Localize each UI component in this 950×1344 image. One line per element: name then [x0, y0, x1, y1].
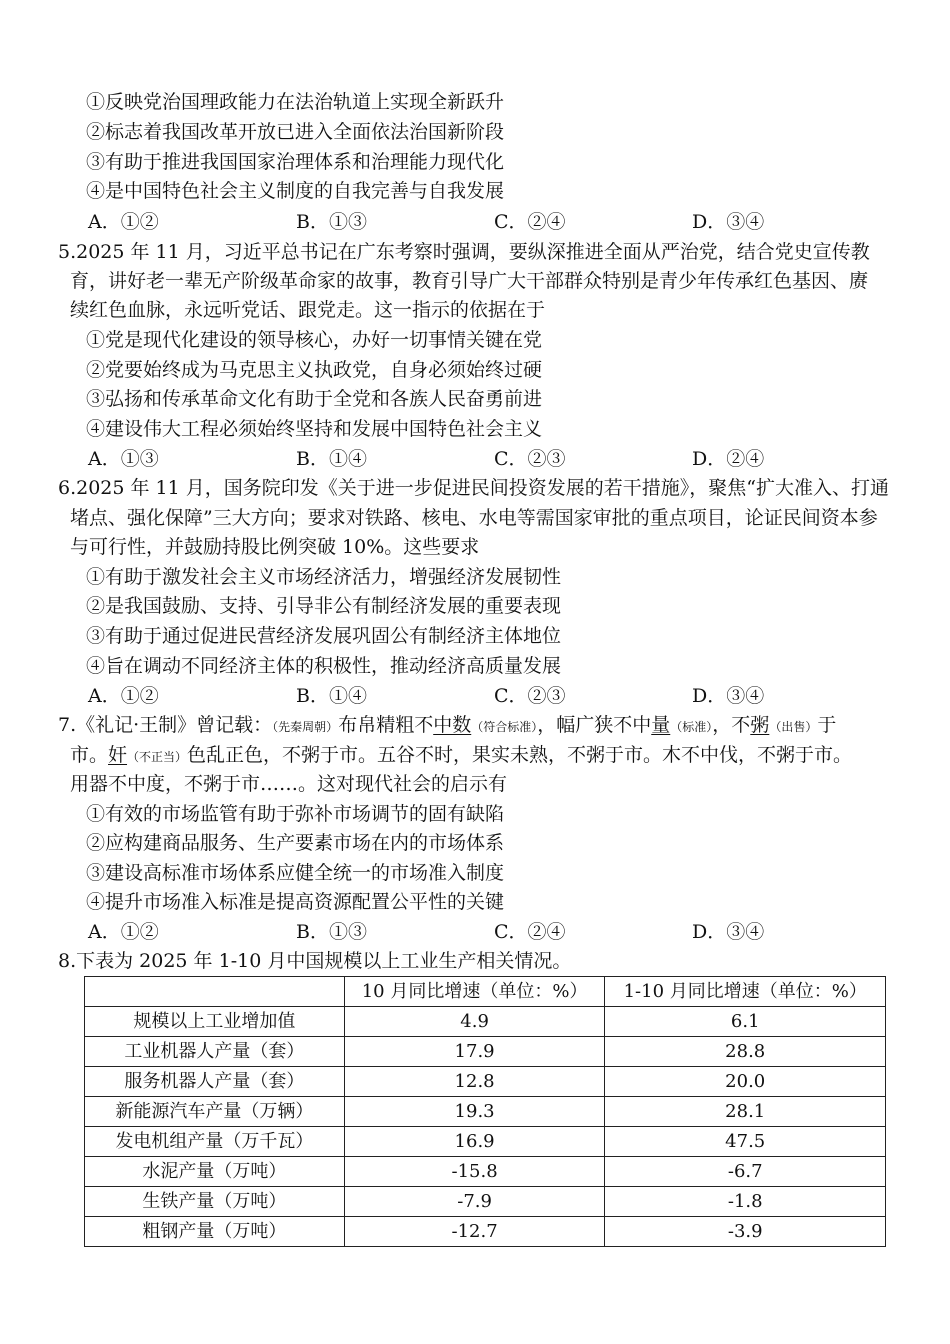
q6-stem-line-1: 6.2025 年 11 月，国务院印发《关于进一步促进民间投资发展的若干措施》，聚焦“扩大准入、打通: [58, 477, 889, 499]
q6-option-d: D．③④: [692, 685, 765, 707]
q4-item-1: ①反映党治国理政能力在法治轨道上实现全新跃升: [86, 91, 505, 113]
q5-item-3: ③弘扬和传承革命文化有助于全党和各族人民奋勇前进: [86, 388, 543, 410]
q7-option-c: C．②④: [494, 921, 566, 943]
table-cell: 16.9: [344, 1127, 605, 1157]
q5-item-1: ①党是现代化建设的领导核心，办好一切事情关键在党: [86, 329, 543, 351]
table-cell: 28.8: [605, 1037, 886, 1067]
q4-option-d: D．③④: [692, 211, 765, 233]
q6-option-a: A．①②: [88, 685, 159, 707]
table-cell: 生铁产量（万吨）: [85, 1187, 345, 1217]
table-cell: 20.0: [605, 1067, 886, 1097]
table-cell: 发电机组产量（万千瓦）: [85, 1127, 345, 1157]
table-row: [85, 1037, 886, 1067]
table-cell: -7.9: [344, 1187, 605, 1217]
table-row: [85, 1007, 886, 1037]
q6-option-c: C．②③: [494, 685, 566, 707]
table-row: [85, 1127, 886, 1157]
q5-stem-line-1: 5.2025 年 11 月，习近平总书记在广东考察时强调，要纵深推进全面从严治党，结合党史宣传教: [58, 241, 870, 263]
q7-option-b: B．①③: [296, 921, 367, 943]
q4-option-c: C．②④: [494, 211, 566, 233]
table-cell: -1.8: [605, 1187, 886, 1217]
q5-item-2: ②党要始终成为马克思主义执政党，自身必须始终过硬: [86, 359, 543, 381]
q5-stem-line-2: 育，讲好老一辈无产阶级革命家的故事，教育引导广大干部群众特别是青少年传承红色基因、赓: [70, 270, 869, 292]
q5-option-c: C．②③: [494, 448, 566, 470]
table-row: [85, 1097, 886, 1127]
q7-item-1: ①有效的市场监管有助于弥补市场调节的固有缺陷: [86, 803, 505, 825]
industry-data-table: [84, 976, 886, 1247]
q6-item-2: ②是我国鼓励、支持、引导非公有制经济发展的重要表现: [86, 595, 562, 617]
table-header-row: [85, 977, 886, 1007]
table-cell: 4.9: [344, 1007, 605, 1037]
q7-item-4: ④提升市场准入标准是提高资源配置公平性的关键: [86, 891, 505, 913]
table-cell: -3.9: [605, 1217, 886, 1247]
q6-stem-line-2: 堵点、强化保障”三大方向；要求对铁路、核电、水电等需国家审批的重点项目，论证民间资本参: [70, 507, 878, 529]
table-cell: 6.1: [605, 1007, 886, 1037]
q5-option-a: A．①③: [88, 448, 159, 470]
table-header-cell: 1-10 月同比增速（单位：%）: [605, 977, 886, 1007]
q6-item-4: ④旨在调动不同经济主体的积极性，推动经济高质量发展: [86, 655, 562, 677]
q7-option-d: D．③④: [692, 921, 765, 943]
table-cell: 服务机器人产量（套）: [85, 1067, 345, 1097]
table-cell: -15.8: [344, 1157, 605, 1187]
q4-item-2: ②标志着我国改革开放已进入全面依法治国新阶段: [86, 121, 505, 143]
q6-option-b: B．①④: [296, 685, 367, 707]
q5-option-d: D．②④: [692, 448, 765, 470]
table-cell: 28.1: [605, 1097, 886, 1127]
q7-stem-line-2: 市。奸（不正当）色乱正色，不粥于市。五谷不时，果实未熟，不粥于市。木不中伐，不粥于市。: [70, 744, 853, 766]
q5-stem-line-3: 续红色血脉，永远听党话、跟党走。这一指示的依据在于: [70, 299, 546, 321]
q6-item-1: ①有助于激发社会主义市场经济活力，增强经济发展韧性: [86, 566, 562, 588]
table-row: [85, 1157, 886, 1187]
table-row: [85, 1187, 886, 1217]
q6-item-3: ③有助于通过促进民营经济发展巩固公有制经济主体地位: [86, 625, 562, 647]
q7-item-2: ②应构建商品服务、生产要素市场在内的市场体系: [86, 832, 505, 854]
table-header-cell: 10 月同比增速（单位：%）: [344, 977, 605, 1007]
table-cell: 17.9: [344, 1037, 605, 1067]
q7-stem-line-1: 7.《礼记·王制》曾记载：（先秦周朝）布帛精粗不中数（符合标准），幅广狭不中量（标准），不粥（出售）于: [58, 714, 837, 736]
table-cell: 47.5: [605, 1127, 886, 1157]
table-header-cell: [85, 977, 345, 1007]
q4-option-a: A．①②: [88, 211, 159, 233]
q7-stem-line-3: 用器不中度，不粥于市……。这对现代社会的启示有: [70, 773, 508, 795]
table-cell: 新能源汽车产量（万辆）: [85, 1097, 345, 1127]
table-cell: 水泥产量（万吨）: [85, 1157, 345, 1187]
table-cell: 12.8: [344, 1067, 605, 1097]
q5-item-4: ④建设伟大工程必须始终坚持和发展中国特色社会主义: [86, 418, 543, 440]
q4-item-4: ④是中国特色社会主义制度的自我完善与自我发展: [86, 180, 505, 202]
q4-item-3: ③有助于推进我国国家治理体系和治理能力现代化: [86, 151, 505, 173]
table-cell: 工业机器人产量（套）: [85, 1037, 345, 1067]
table-cell: -6.7: [605, 1157, 886, 1187]
table-row: [85, 1217, 886, 1247]
table-cell: 粗钢产量（万吨）: [85, 1217, 345, 1247]
q7-item-3: ③建设高标准市场体系应健全统一的市场准入制度: [86, 862, 505, 884]
q5-option-b: B．①④: [296, 448, 367, 470]
table-cell: 19.3: [344, 1097, 605, 1127]
q8-stem: 8.下表为 2025 年 1-10 月中国规模以上工业生产相关情况。: [58, 950, 572, 972]
q4-option-b: B．①③: [296, 211, 367, 233]
table-row: [85, 1067, 886, 1097]
q7-option-a: A．①②: [88, 921, 159, 943]
table-cell: 规模以上工业增加值: [85, 1007, 345, 1037]
q6-stem-line-3: 与可行性，并鼓励持股比例突破 10%。这些要求: [70, 536, 480, 558]
table-cell: -12.7: [344, 1217, 605, 1247]
